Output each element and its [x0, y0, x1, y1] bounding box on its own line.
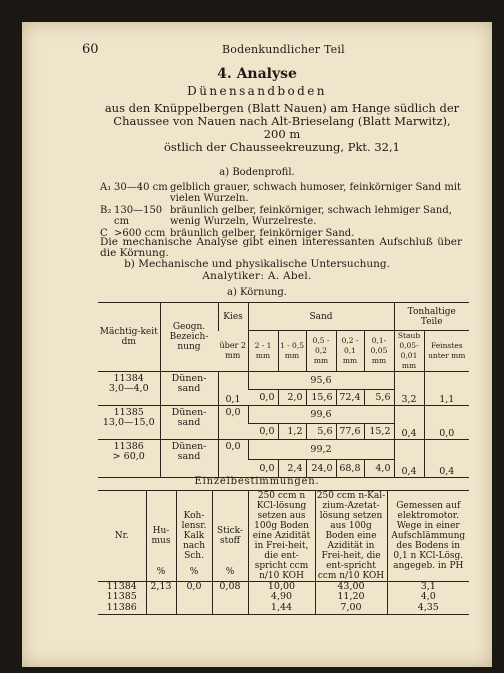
horizon-description: bräunlich gelber, feinkörniger Sand.: [170, 228, 355, 239]
header-humus-cell: [146, 491, 176, 582]
horizon-description: bräunlich gelber, feinkörniger, schwach lehmiger Sand, wenig Wurzeln, Wurzelreste.: [170, 205, 452, 227]
humus-value: [146, 592, 176, 602]
nitrogen-value: [212, 602, 248, 614]
header-clay-finest: Feinstes unter mm: [424, 331, 469, 372]
intro-line: Chaussee von Nauen nach Alt-Brieselang (Blatt Marwitz), 200 m: [113, 114, 451, 141]
nitrogen-value: 0,08: [212, 582, 248, 593]
horizon-description: gelblich grauer, schwach humoser, feinkörniger Sand mit vielen Wurzeln.: [170, 182, 462, 204]
section-subtitle: Dünensandboden: [187, 84, 327, 98]
header-sand-fraction: 1 - 0,5 mm: [278, 331, 306, 372]
section-title: 4. Analyse: [217, 66, 297, 82]
table-row: [98, 440, 469, 460]
sand-total: 99,6: [248, 406, 394, 424]
horizon-depth: 130—150 cm: [114, 205, 163, 227]
header-sand-fraction: 0,2 - 0,1 mm: [336, 331, 364, 372]
sand-total: 99,2: [248, 440, 394, 460]
intro-line: östlich der Chausseekreuzung, Pkt. 32,1: [164, 140, 400, 154]
sample-cell: [98, 372, 160, 406]
table-row: [98, 602, 469, 614]
sand-fraction-value: 0,0: [259, 425, 275, 437]
sample-cell: [98, 406, 160, 440]
nitrogen-value: [212, 592, 248, 602]
percent-unit: %: [156, 567, 166, 577]
sand-fraction-value: 2,0: [278, 390, 306, 406]
humus-value: [146, 602, 176, 614]
header-nr: Nr.: [114, 531, 129, 541]
sand-fraction-value: 4,0: [364, 460, 394, 478]
sand-fraction-value: 24,0: [306, 460, 336, 478]
einzel-table-wrap: [98, 490, 469, 620]
humus-value: 2,13: [146, 582, 176, 593]
sand-fraction-value: 2,4: [278, 460, 306, 478]
header-gravel-unit: über 2 mm: [219, 340, 246, 360]
profile-row: [100, 182, 480, 204]
sand-fraction-value: 0,0: [259, 462, 275, 474]
sand-fraction-value: 68,8: [336, 460, 364, 478]
sand-fraction-value: 1,2: [278, 424, 306, 440]
sample-designation: Dünen-sand: [160, 372, 218, 406]
table-row: [98, 406, 469, 424]
sand-fraction-value: 15,6: [306, 390, 336, 406]
sample-depth: > 60,0: [112, 451, 145, 462]
sample-nr: 11386: [106, 601, 137, 613]
finest-value: 0,0: [424, 406, 469, 440]
header-thickness: Mächtig-keit dm: [99, 327, 158, 347]
header-kcl: 250 ccm n KCl-lösung setzen aus 100g Boden eine Azidität in Frei-heit, die ent-spricht ccm n/10 KOH: [248, 491, 315, 582]
mechanical-heading-block: [22, 258, 492, 282]
header-sand-fraction: 0,1-0,05 mm: [364, 331, 394, 372]
sample-id: 11385: [113, 407, 144, 418]
header-humus: Hu-mus: [151, 526, 171, 546]
horizon-label: C: [100, 228, 108, 239]
horizon-label: A₁: [100, 182, 112, 193]
percent-unit: %: [225, 567, 235, 577]
sample-nr: 11385: [106, 591, 137, 602]
gravel-value: 0,0: [218, 406, 248, 440]
sand-fraction-value: 72,4: [336, 390, 364, 406]
header-calcium-acetate: 250 ccm n-Kal-zium-Azetat-lösung setzen aus 100g Boden eine Azidität in Frei-heit, die ent-spricht ccm n/10 KOH: [316, 491, 386, 581]
header-sand: Sand: [248, 303, 394, 331]
koernung-title: a) Körnung.: [227, 287, 287, 298]
header-ph: Gemessen auf elektromotor. Wege in einer Aufschlämmung des Bodens in 0,1 n KCl-Lösg. angegeb. in PH: [387, 491, 469, 582]
sample-cell: [98, 440, 160, 478]
header-sand-fraction: 0,5 - 0,2 mm: [306, 331, 336, 372]
finest-value: 0,4: [424, 440, 469, 478]
ph-value: 4,35: [387, 602, 469, 614]
sample-designation: Dünen-sand: [160, 406, 218, 440]
table-row: [98, 592, 469, 602]
profile-row: [100, 205, 480, 227]
einzel-title: Einzelbestimmungen.: [194, 476, 320, 487]
dust-value: 3,2: [394, 372, 424, 406]
sample-depth: 13,0—15,0: [102, 417, 155, 428]
lime-value: [176, 602, 212, 614]
mechanical-heading: b) Mechanische und physikalische Untersuchung.: [124, 258, 390, 270]
profile-list: [100, 182, 480, 240]
horizon-label: B₂: [100, 205, 112, 216]
ph-value: 4,0: [387, 592, 469, 602]
horizon-depth: 30—40 cm: [114, 182, 168, 193]
intro-paragraph: [102, 102, 462, 154]
calcium-acetate-value: 43,00: [315, 582, 387, 593]
sample-id: 11386: [113, 441, 144, 452]
header-lime: Koh-lensr. Kalk nach Sch.: [181, 511, 207, 561]
intro-line: aus den Knüppelbergen (Blatt Nauen) am Hange südlich der: [104, 101, 460, 115]
kcl-value: 1,44: [248, 602, 315, 614]
mechanical-note: Die mechanische Analyse gibt einen interessanten Aufschluß über die Körnung.: [100, 236, 462, 259]
lime-value: [176, 592, 212, 602]
sand-fraction-value: 77,6: [336, 424, 364, 440]
header-nitrogen: Stick-stoff: [216, 526, 244, 546]
koernung-table: [98, 302, 469, 478]
dust-value: 0,4: [394, 406, 424, 440]
header-clay-dust: Staub 0,05-0,01 mm: [394, 331, 424, 372]
sand-fraction-value: 0,0: [259, 391, 275, 403]
book-page: [22, 22, 492, 667]
ph-value: 3,1: [387, 582, 469, 593]
running-header: [22, 42, 492, 58]
dust-value: 0,4: [394, 440, 424, 478]
calcium-acetate-value: 7,00: [315, 602, 387, 614]
sand-fraction-value: 5,6: [306, 424, 336, 440]
kcl-value: 10,00: [248, 582, 315, 593]
header-gravel: Kies: [218, 303, 248, 331]
sample-depth: 3,0—4,0: [108, 383, 149, 394]
gravel-value: 0,1: [218, 372, 248, 406]
sample-id: 11384: [113, 373, 144, 384]
header-clay: Tonhaltige Teile: [394, 303, 469, 331]
lime-value: 0,0: [176, 582, 212, 593]
koernung-table-wrap: [98, 302, 469, 477]
percent-unit: %: [189, 567, 199, 577]
page-number: 60: [82, 42, 99, 57]
header-lime-cell: [176, 491, 212, 582]
sand-fraction-value: 5,6: [364, 390, 394, 406]
header-nitrogen-cell: [212, 491, 248, 582]
gravel-value: 0,0: [218, 440, 248, 478]
header-sand-fraction: 2 - 1 mm: [248, 331, 278, 372]
table-row: [98, 372, 469, 390]
sample-designation: Dünen-sand: [160, 440, 218, 478]
horizon-depth: >600 ccm: [114, 228, 166, 239]
running-title: Bodenkundlicher Teil: [222, 43, 345, 56]
header-designation: Geogn. Bezeich-nung: [160, 303, 218, 372]
sand-fraction-value: 15,2: [364, 424, 394, 440]
profile-heading: a) Bodenprofil.: [219, 167, 295, 178]
finest-value: 1,1: [424, 372, 469, 406]
analyst-line: Analytiker: A. Abel.: [202, 270, 312, 282]
kcl-value: 4,90: [248, 592, 315, 602]
sample-nr: 11384: [106, 581, 137, 592]
einzel-table: [98, 490, 469, 615]
sand-total: 95,6: [248, 372, 394, 390]
calcium-acetate-value: 11,20: [315, 592, 387, 602]
